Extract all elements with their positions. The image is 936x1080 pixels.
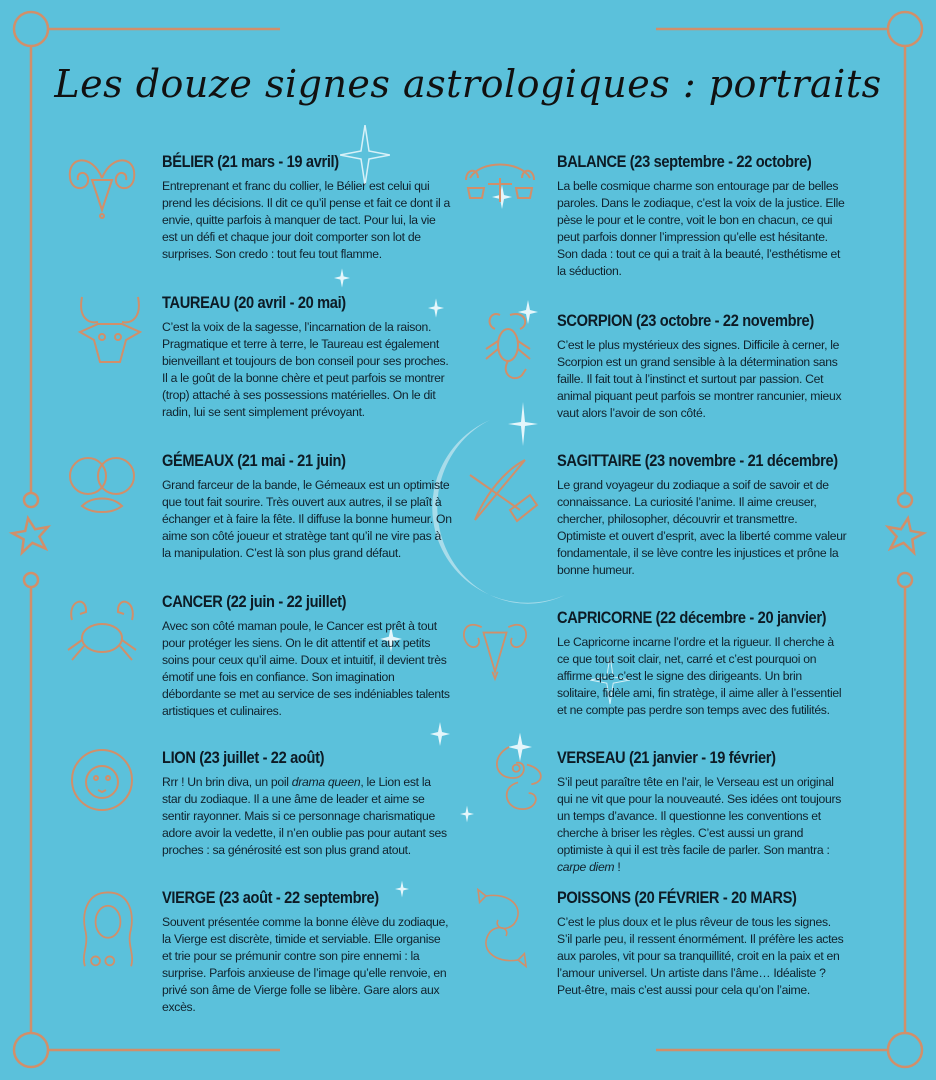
sign-description: C’est le plus doux et le plus rêveur de tous les signes. S’il parle peu, il ressent énormément. Il préfère les actes aux paroles, vit pour sa tranquillité, croit en la paix et en l’amour universel. Un artiste dans l’âme… Idéaliste ? Peut-être, mais c’est aussi pour cela qu’on l’aime. xyxy=(557,915,844,997)
sign-heading: BÉLIER (21 mars - 19 avril) xyxy=(162,152,339,171)
sign-description xyxy=(162,774,452,859)
scales-icon xyxy=(460,148,540,228)
fish-icon xyxy=(462,888,542,968)
sign-description: Grand farceur de la bande, le Gémeaux est un optimiste que tout fait sourire. Très ouvert aux autres, il se plaît à échanger et à faire la fête. Il diffuse la bonne humeur. On aime son côté joueur et stratège tant qu’il ne vire pas à la manipulation. C’est là son plus grand défaut. xyxy=(162,478,452,560)
sparkle-star-icon xyxy=(334,268,350,288)
sign-entry-vierge xyxy=(162,888,452,1016)
sign-entry-balance xyxy=(557,152,847,280)
sign-heading: VIERGE (23 août - 22 septembre) xyxy=(162,888,379,907)
sign-entry-taureau xyxy=(162,293,452,421)
bull-icon xyxy=(70,292,150,372)
sign-heading: TAUREAU (20 avril - 20 mai) xyxy=(162,293,346,312)
sign-entry-capricorne xyxy=(557,608,847,719)
sparkle-star-icon xyxy=(508,402,538,446)
text-segment: , le Lion est la star du zodiaque. Il a une âme de leader et aime se sentir rayonner. Mais si ce personnage charismatique adore avoir la vedette, il n’en oublie pas pour autant ses proches : sa générosité est son plus grand atout. xyxy=(162,775,447,857)
text-segment: S’il peut paraître tête en l’air, le Verseau est un original qui ne vit que pour la nouveauté. Ses idées ont toujours un temps d’avance. Il questionne les conventions et cherche à briser les règles. C’est aussi un grand optimiste à qui il est très facile de parler. Son mantra : xyxy=(557,775,842,857)
sign-heading: BALANCE (23 septembre - 22 octobre) xyxy=(557,152,812,171)
sign-description xyxy=(557,774,847,876)
sign-description: Entreprenant et franc du collier, le Bélier est celui qui prend les décisions. Il dit ce qu’il pense et fait ce dont il a envie, quitte parfois à manquer de tact. Pour lui, la vie est un défi et chaque jour doit comporter son lot de surprises. Son credo : tout feu tout flamme. xyxy=(162,179,450,261)
sign-entry-gemeaux xyxy=(162,451,452,562)
sign-description: C’est le plus mystérieux des signes. Difficile à cerner, le Scorpion est un grand sensible à la détermination sans faille. Il fait tout à l’instinct et surtout par passion. Cet animal piquant peut parfois se montrer rancunier, mieux vaut alors l’avoir de son côté. xyxy=(557,338,842,420)
scorpion-icon xyxy=(470,305,550,385)
sign-heading: CAPRICORNE (22 décembre - 20 janvier) xyxy=(557,608,827,627)
crab-icon xyxy=(62,590,142,670)
sign-description: La belle cosmique charme son entourage par de belles paroles. Dans le zodiaque, c’est la voix de la justice. Elle pèse le pour et le contre, voit le bon en chacun, ce qui peut parfois donner l’impression qu’elle est hésitante. Son dada : tout ce qui a trait à la beauté, l’esthétisme et la séduction. xyxy=(557,179,845,278)
sign-description: C’est la voix de la sagesse, l’incarnation de la raison. Pragmatique et terre à terre, le Taureau est également bienveillant et toujours de bon conseil pour ses proches. Il a le goût de la bonne chère et peut parfois se montrer (trop) attaché à ses possessions matérielles. On le dit radin, lui se sent simplement prévoyant. xyxy=(162,320,449,419)
sign-entry-sagittaire xyxy=(557,451,847,579)
sign-description: Le grand voyageur du zodiaque a soif de savoir et de connaissance. La curiosité l’anime. Il aime creuser, chercher, philosopher, découvrir et transmettre. Optimiste et ouvert d’esprit, avec la liberté comme valeur fondamentale, il se lève contre les injustices et prône la bonne humeur. xyxy=(557,478,847,577)
sign-heading: VERSEAU (21 janvier - 19 février) xyxy=(557,748,776,767)
text-segment: Rrr ! Un brin diva, un poil xyxy=(162,775,292,789)
page-title: Les douze signes astrologiques : portraits xyxy=(54,62,882,106)
sign-description: Avec son côté maman poule, le Cancer est prêt à tout pour protéger les siens. On le dit attentif et aux petits soins pour ceux qu’il aime. Doux et intuitif, il devient très émotif une fois en confiance. Son imagination débordante se met au service de ses indéniables talents artistiques et culinaires. xyxy=(162,619,450,718)
sign-heading: LION (23 juillet - 22 août) xyxy=(162,748,325,767)
sign-heading: CANCER (22 juin - 22 juillet) xyxy=(162,592,347,611)
emphasis-text: carpe diem xyxy=(557,860,615,874)
sign-entry-lion xyxy=(162,748,452,859)
bow-arrow-icon xyxy=(465,455,545,535)
sign-entry-cancer xyxy=(162,592,452,720)
sign-entry-verseau xyxy=(557,748,847,876)
sparkle-star-icon xyxy=(460,805,474,823)
sign-entry-belier xyxy=(162,152,452,263)
sign-entry-scorpion xyxy=(557,311,847,422)
sign-heading: GÉMEAUX (21 mai - 21 juin) xyxy=(162,451,346,470)
text-segment: ! xyxy=(614,860,621,874)
ram-icon xyxy=(62,148,142,228)
sign-description: Souvent présentée comme la bonne élève du zodiaque, la Vierge est discrète, timide et serviable. Elle organise et trie pour se prémunir contre son pire ennemi : la surprise. Parfois anxieuse de l’image qu’elle renvoie, en privé son âme de Vierge folle se libère. Gare alors aux excès. xyxy=(162,915,449,1014)
virgin-icon xyxy=(68,888,148,968)
sign-description: Le Capricorne incarne l’ordre et la rigueur. Il cherche à ce que tout soit clair, net, carré et c’est pourquoi on affirme que c’est le signe des dirigeants. Un brin solitaire, fidèle ami, fin stratège, il aime aller à l’essentiel et ne compte pas perdre son temps avec des futilités. xyxy=(557,635,842,717)
sign-entry-poissons xyxy=(557,888,847,999)
sign-heading: POISSONS (20 FÉVRIER - 20 MARS) xyxy=(557,888,797,907)
sign-heading: SAGITTAIRE (23 novembre - 21 décembre) xyxy=(557,451,838,470)
emphasis-text: drama queen xyxy=(291,775,361,789)
sign-heading: SCORPION (23 octobre - 22 novembre) xyxy=(557,311,814,330)
sparkle-star-icon xyxy=(430,722,450,746)
twins-icon xyxy=(62,448,142,528)
goat-icon xyxy=(455,605,535,685)
lion-icon xyxy=(62,742,142,822)
water-wave-icon xyxy=(478,738,558,818)
